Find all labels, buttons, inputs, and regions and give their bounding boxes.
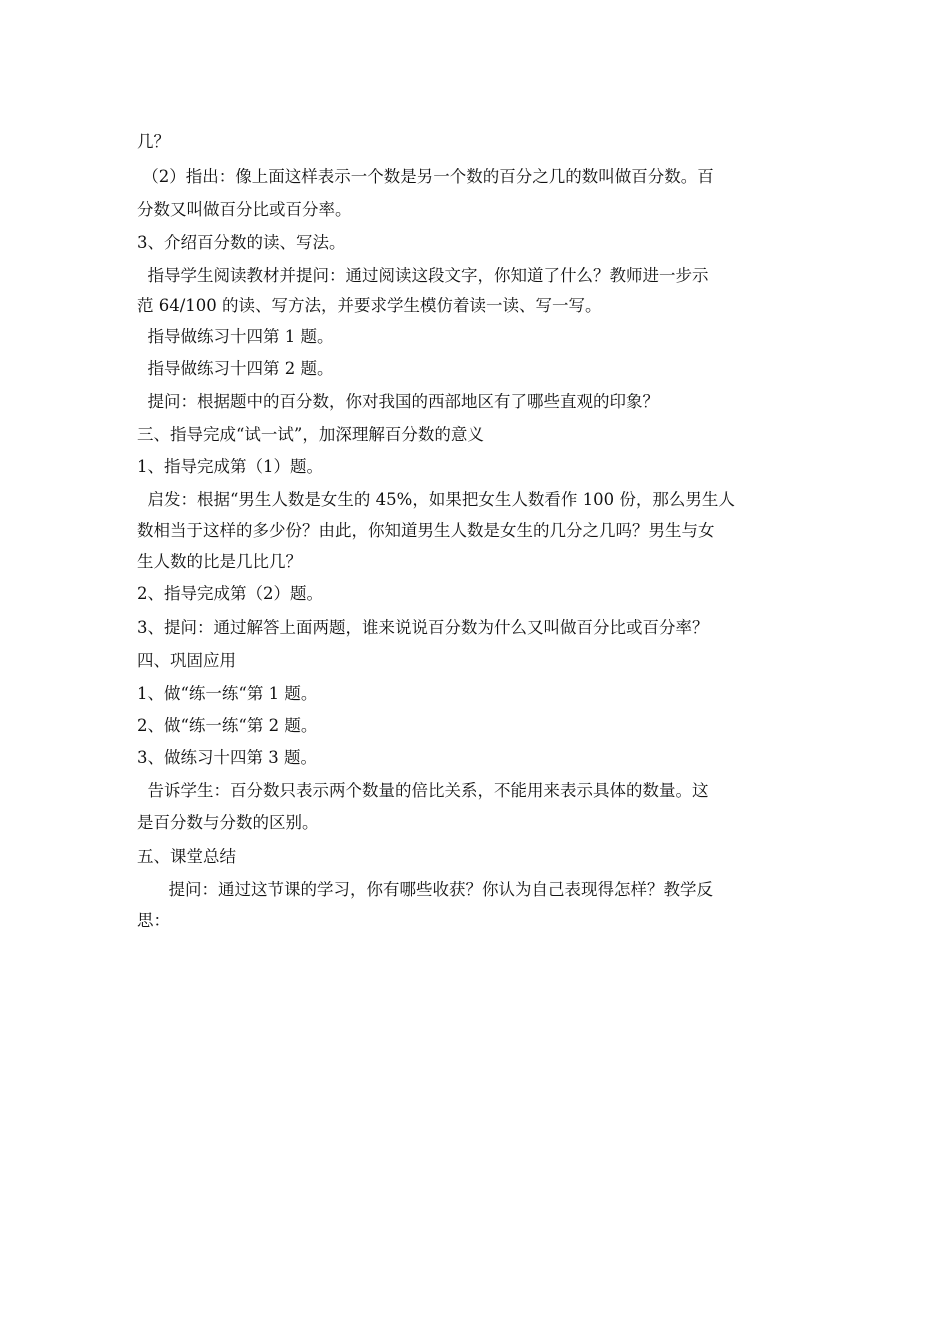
text-line: 思： xyxy=(137,911,170,930)
text-line: 提问：通过这节课的学习，你有哪些收获？你认为自己表现得怎样？教学反 xyxy=(137,880,713,899)
text-line: 3、做练习十四第 3 题。 xyxy=(137,748,317,767)
text-line: 分数又叫做百分比或百分率。 xyxy=(137,200,352,219)
text-line: 生人数的比是几比几？ xyxy=(137,552,302,571)
section-heading: 五、课堂总结 xyxy=(137,847,236,866)
text-line: 数相当于这样的多少份？由此，你知道男生人数是女生的几分之几吗？男生与女 xyxy=(137,521,715,540)
text-line: 指导做练习十四第 1 题。 xyxy=(137,327,334,346)
section-heading: 四、巩固应用 xyxy=(137,651,236,670)
text-line: 1、指导完成第（1）题。 xyxy=(137,457,323,476)
text-line: 2、做“练一练“第 2 题。 xyxy=(137,716,318,735)
section-heading: 三、指导完成“试一试”，加深理解百分数的意义 xyxy=(137,425,484,444)
text-line: 是百分数与分数的区别。 xyxy=(137,813,319,832)
text-line: 指导做练习十四第 2 题。 xyxy=(137,359,334,378)
text-line: 告诉学生：百分数只表示两个数量的倍比关系，不能用来表示具体的数量。这 xyxy=(137,781,709,800)
text-line: 提问：根据题中的百分数，你对我国的西部地区有了哪些直观的印象？ xyxy=(137,392,659,411)
section-heading: 3、介绍百分数的读、写法。 xyxy=(137,233,346,252)
text-line: 范 64/100 的读、写方法，并要求学生模仿着读一读、写一写。 xyxy=(137,296,602,315)
text-line: （2）指出：像上面这样表示一个数是另一个数的百分之几的数叫做百分数。百 xyxy=(137,167,714,186)
text-line: 2、指导完成第（2）题。 xyxy=(137,584,323,603)
text-line: 1、做“练一练“第 1 题。 xyxy=(137,684,318,703)
text-line: 启发：根据“男生人数是女生的 45%，如果把女生人数看作 100 份，那么男生人 xyxy=(137,490,735,509)
text-line: 几？ xyxy=(137,132,170,151)
text-line: 3、提问：通过解答上面两题，谁来说说百分数为什么又叫做百分比或百分率？ xyxy=(137,618,709,637)
text-line: 指导学生阅读教材并提问：通过阅读这段文字，你知道了什么？教师进一步示 xyxy=(137,266,709,285)
